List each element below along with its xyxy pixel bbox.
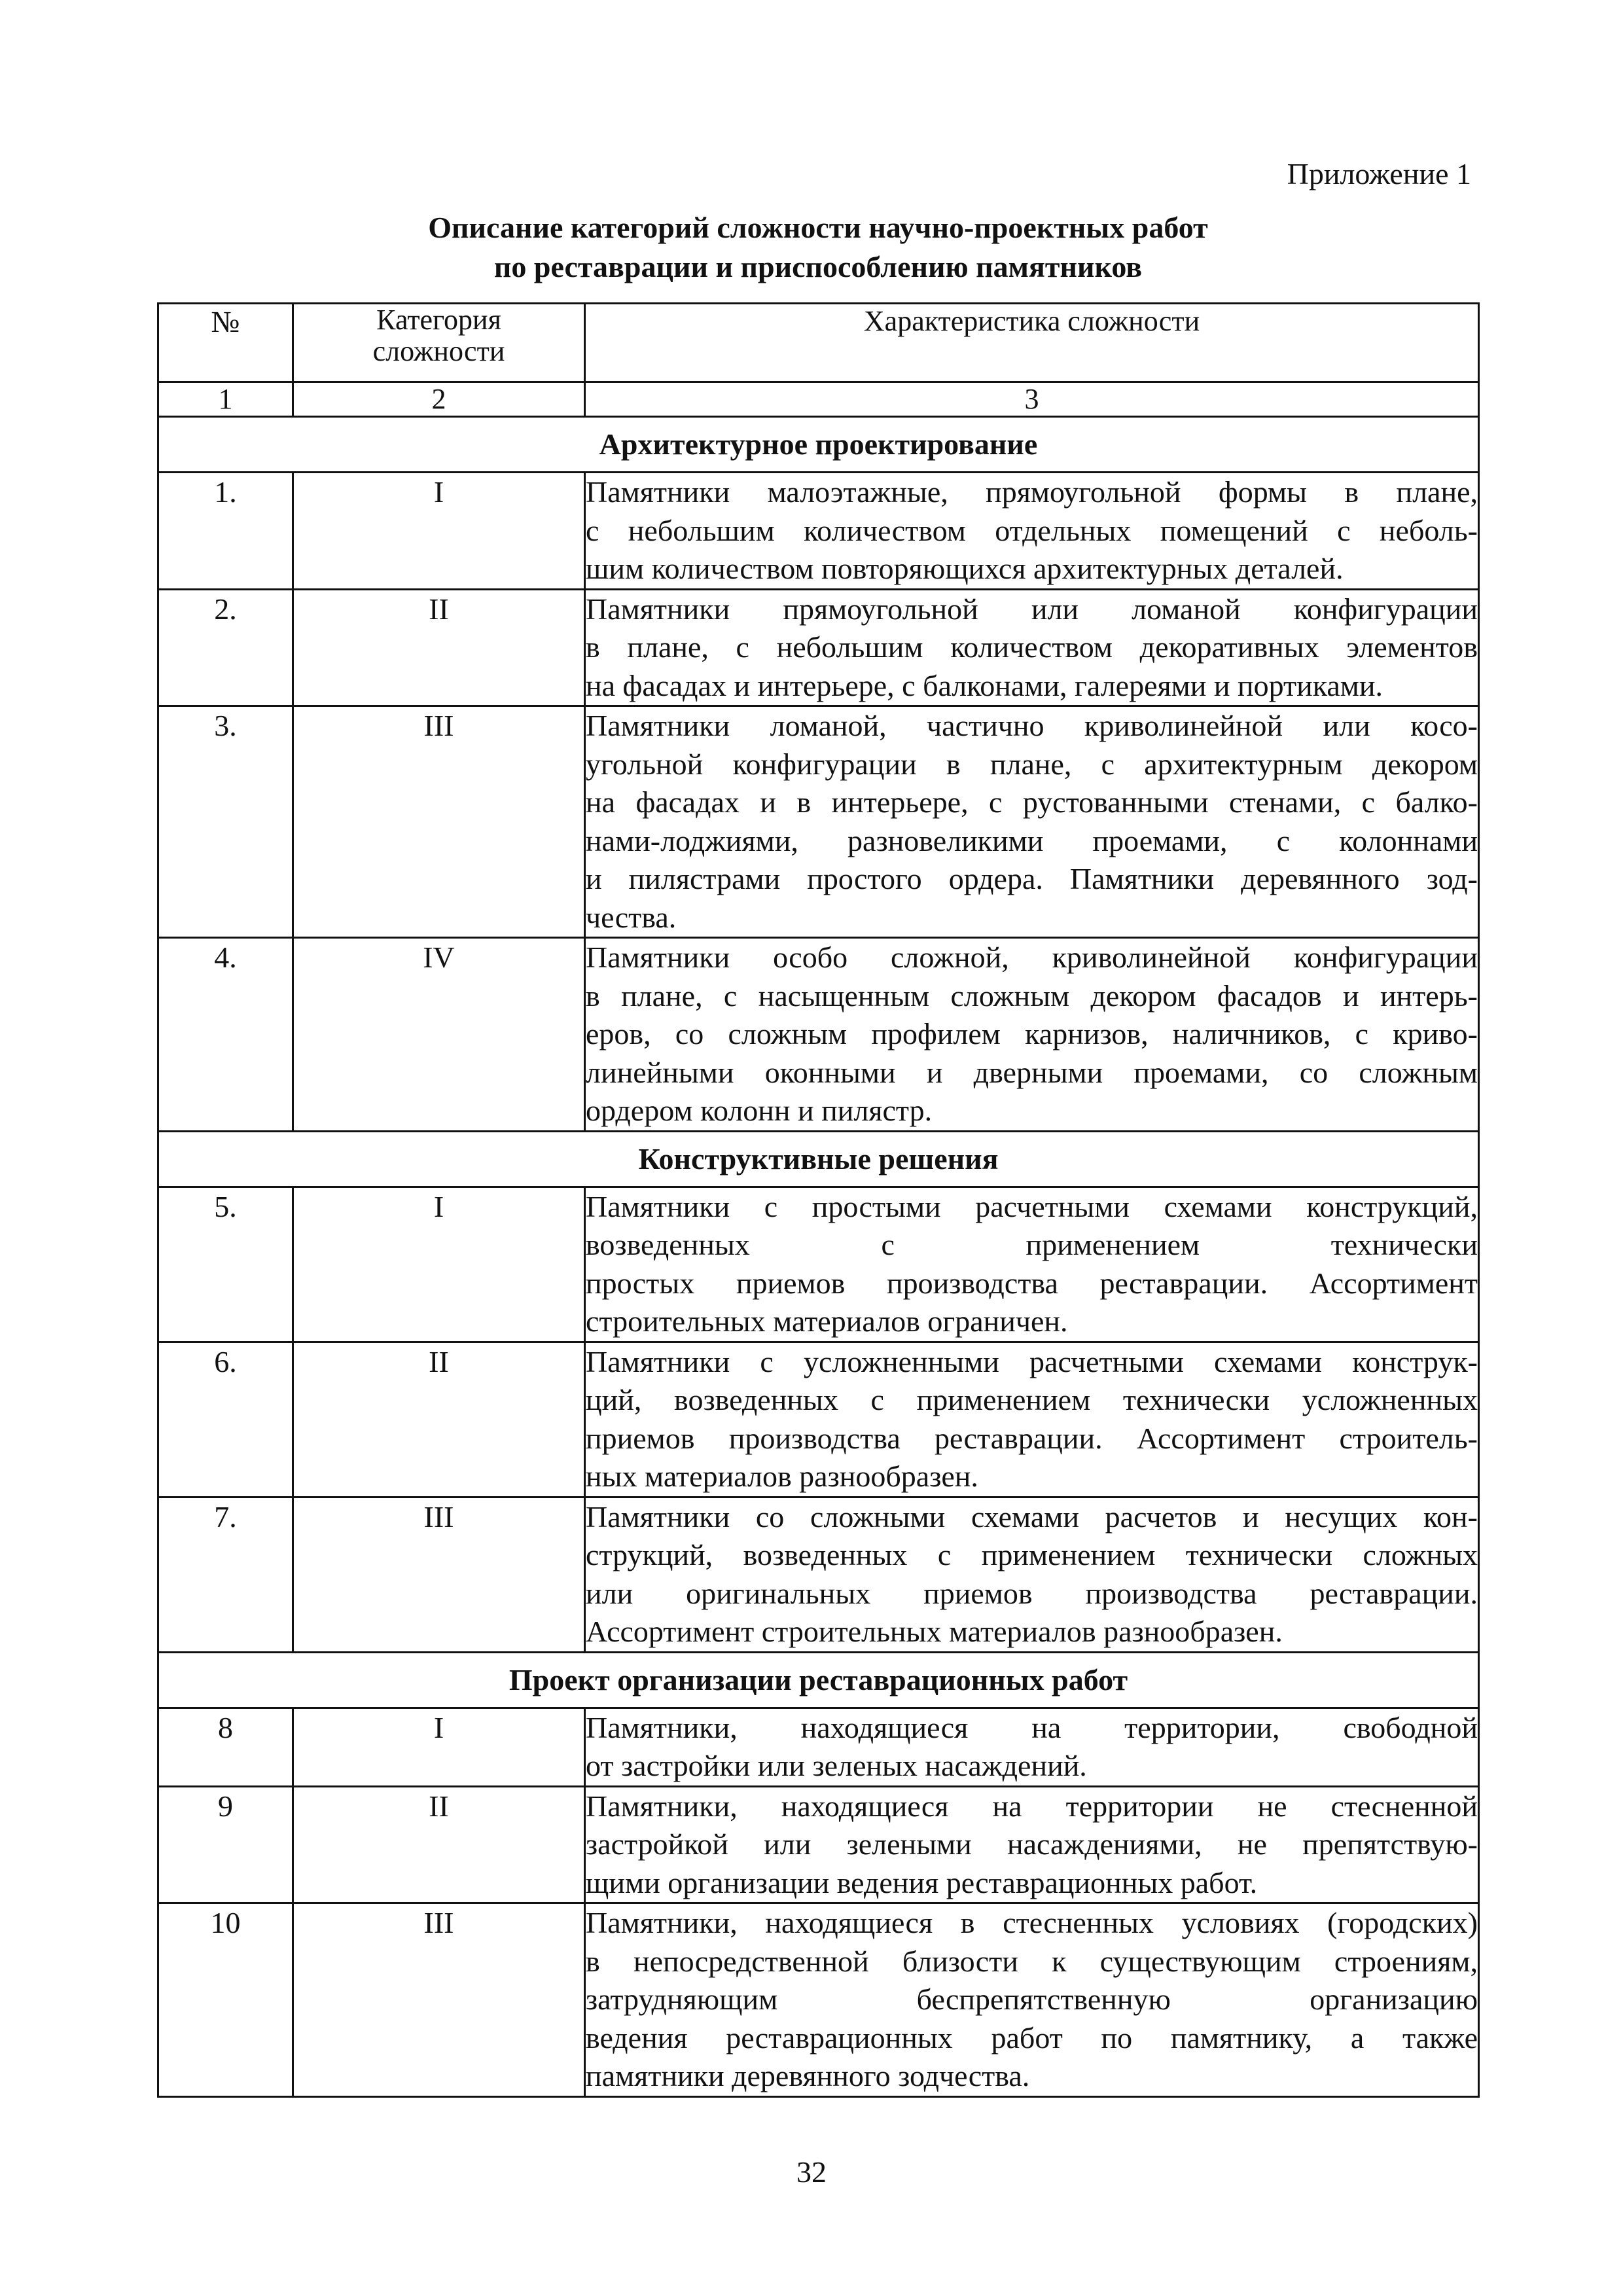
description-line: в непосредственной близости к существующим строениям, (586, 1944, 1478, 1978)
appendix-label: Приложение 1 (1287, 157, 1471, 190)
row-number: 5. (158, 1187, 293, 1342)
row-category: III (293, 1903, 585, 2097)
title-line-2: по реставрации и приспособлению памятников (493, 250, 1143, 283)
description-line: в плане, с небольшим количеством декоративных элементов (586, 630, 1478, 664)
row-number: 1. (158, 473, 293, 590)
description-line: шим количеством повторяющихся архитектурных деталей. (586, 552, 1344, 585)
description-line: с небольшим количеством отдельных помещений с неболь- (586, 513, 1478, 547)
row-number: 4. (158, 938, 293, 1132)
column-number-2: 2 (293, 382, 585, 417)
description-line: Памятники прямоугольной или ломаной конфигурации (586, 592, 1478, 626)
row-number: 3. (158, 706, 293, 938)
row-category: III (293, 706, 585, 938)
header-number: № (158, 304, 293, 382)
row-category: IV (293, 938, 585, 1132)
row-category: I (293, 1187, 585, 1342)
title-line-1: Описание категорий сложности научно-проектных работ (428, 211, 1208, 244)
description-line: струкций, возведенных с применением технически сложных (586, 1538, 1478, 1571)
header-characteristic: Характеристика сложности (585, 304, 1479, 382)
complexity-table (157, 302, 1480, 2098)
section-title: Архитектурное проектирование (158, 417, 1479, 473)
row-description (585, 589, 1479, 706)
description-line: строительных материалов ограничен. (586, 1304, 1068, 1338)
page-number: 32 (796, 2155, 827, 2189)
description-line: памятники деревянного зодчества. (586, 2059, 1030, 2092)
description-line: Памятники ломаной, частично криволинейной или косо- (586, 709, 1478, 742)
section-row (158, 417, 1479, 473)
description-line: щими организации ведения реставрационных работ. (586, 1865, 1258, 1899)
header-category (293, 304, 585, 382)
description-line: Памятники с простыми расчетными схемами конструкций, (586, 1189, 1478, 1223)
description-line: Памятники, находящиеся на территории, свободной (586, 1710, 1478, 1744)
description-line: ведения реставрационных работ по памятнику, а также (586, 2020, 1478, 2054)
column-numbers-row (158, 382, 1479, 417)
description-line: на фасадах и интерьере, с балконами, галереями и портиками. (586, 668, 1383, 702)
table-row (158, 473, 1479, 590)
description-line: Памятники, находящиеся в стесненных условиях (городских) (586, 1906, 1478, 1939)
row-number: 6. (158, 1342, 293, 1497)
table-row (158, 1342, 1479, 1497)
table-row (158, 1708, 1479, 1786)
section-title: Конструктивные решения (158, 1131, 1479, 1187)
description-line: чества. (586, 900, 677, 934)
table-row (158, 706, 1479, 938)
row-description (585, 1708, 1479, 1786)
table-header-row (158, 304, 1479, 382)
description-line: угольной конфигурации в плане, с архитектурным декором (586, 747, 1478, 781)
table-row (158, 1903, 1479, 2097)
row-number: 7. (158, 1497, 293, 1652)
row-number: 2. (158, 589, 293, 706)
description-line: ций, возведенных с применением технически усложненных (586, 1383, 1478, 1416)
document-title (0, 208, 1623, 287)
row-description (585, 473, 1479, 590)
description-line: нами-лоджиями, разновеликими проемами, с колоннами (586, 823, 1478, 857)
description-line: или оригинальных приемов производства реставрации. (586, 1576, 1478, 1610)
column-number-3: 3 (585, 382, 1479, 417)
table-row (158, 1786, 1479, 1903)
row-number: 10 (158, 1903, 293, 2097)
table-row (158, 589, 1479, 706)
description-line: на фасадах и в интерьере, с рустованными стенами, с балко- (586, 785, 1478, 819)
description-line: затрудняющим беспрепятственную организацию (586, 1982, 1478, 2016)
row-category: II (293, 589, 585, 706)
row-category: III (293, 1497, 585, 1652)
row-category: II (293, 1342, 585, 1497)
description-line: в плане, с насыщенным сложным декором фасадов и интерь- (586, 978, 1478, 1013)
row-description (585, 1497, 1479, 1652)
header-category-line-2: сложности (372, 335, 505, 367)
description-line: Ассортимент строительных материалов разнообразен. (586, 1615, 1283, 1648)
description-line: Памятники малоэтажные, прямоугольной формы в плане, (586, 475, 1478, 509)
table-row (158, 938, 1479, 1132)
header-category-line-1: Категория (376, 304, 501, 336)
row-category: II (293, 1786, 585, 1903)
column-number-1: 1 (158, 382, 293, 417)
description-line: и пилястрами простого ордера. Памятники деревянного зод- (586, 862, 1478, 895)
section-row (158, 1652, 1479, 1708)
description-line: Памятники, находящиеся на территории не стесненной (586, 1789, 1478, 1823)
row-description (585, 1903, 1479, 2097)
row-number: 8 (158, 1708, 293, 1786)
row-description (585, 706, 1479, 938)
row-description (585, 1786, 1479, 1903)
description-line: Памятники с усложненными расчетными схемами конструк- (586, 1344, 1478, 1378)
row-category: I (293, 473, 585, 590)
description-line: простых приемов производства реставрации. Ассортимент (586, 1266, 1478, 1300)
row-number: 9 (158, 1786, 293, 1903)
description-line: возведенных с применением технически (586, 1228, 1478, 1261)
row-description (585, 1342, 1479, 1497)
row-description (585, 1187, 1479, 1342)
description-line: Памятники со сложными схемами расчетов и несущих кон- (586, 1499, 1478, 1534)
row-description (585, 938, 1479, 1132)
description-line: ных материалов разнообразен. (586, 1460, 978, 1493)
section-title: Проект организации реставрационных работ (158, 1652, 1479, 1708)
description-line: еров, со сложным профилем карнизов, наличников, с криво- (586, 1017, 1478, 1050)
description-line: Памятники особо сложной, криволинейной конфигурации (586, 941, 1478, 974)
table-row (158, 1497, 1479, 1652)
row-category: I (293, 1708, 585, 1786)
description-line: линейными оконными и дверными проемами, со сложным (586, 1055, 1478, 1089)
description-line: приемов производства реставрации. Ассортимент строитель- (586, 1421, 1478, 1455)
description-line: ордером колонн и пилястр. (586, 1094, 933, 1127)
description-line: от застройки или зеленых насаждений. (586, 1749, 1087, 1782)
table-row (158, 1187, 1479, 1342)
description-line: застройкой или зелеными насаждениями, не препятствую- (586, 1827, 1478, 1861)
section-row (158, 1131, 1479, 1187)
